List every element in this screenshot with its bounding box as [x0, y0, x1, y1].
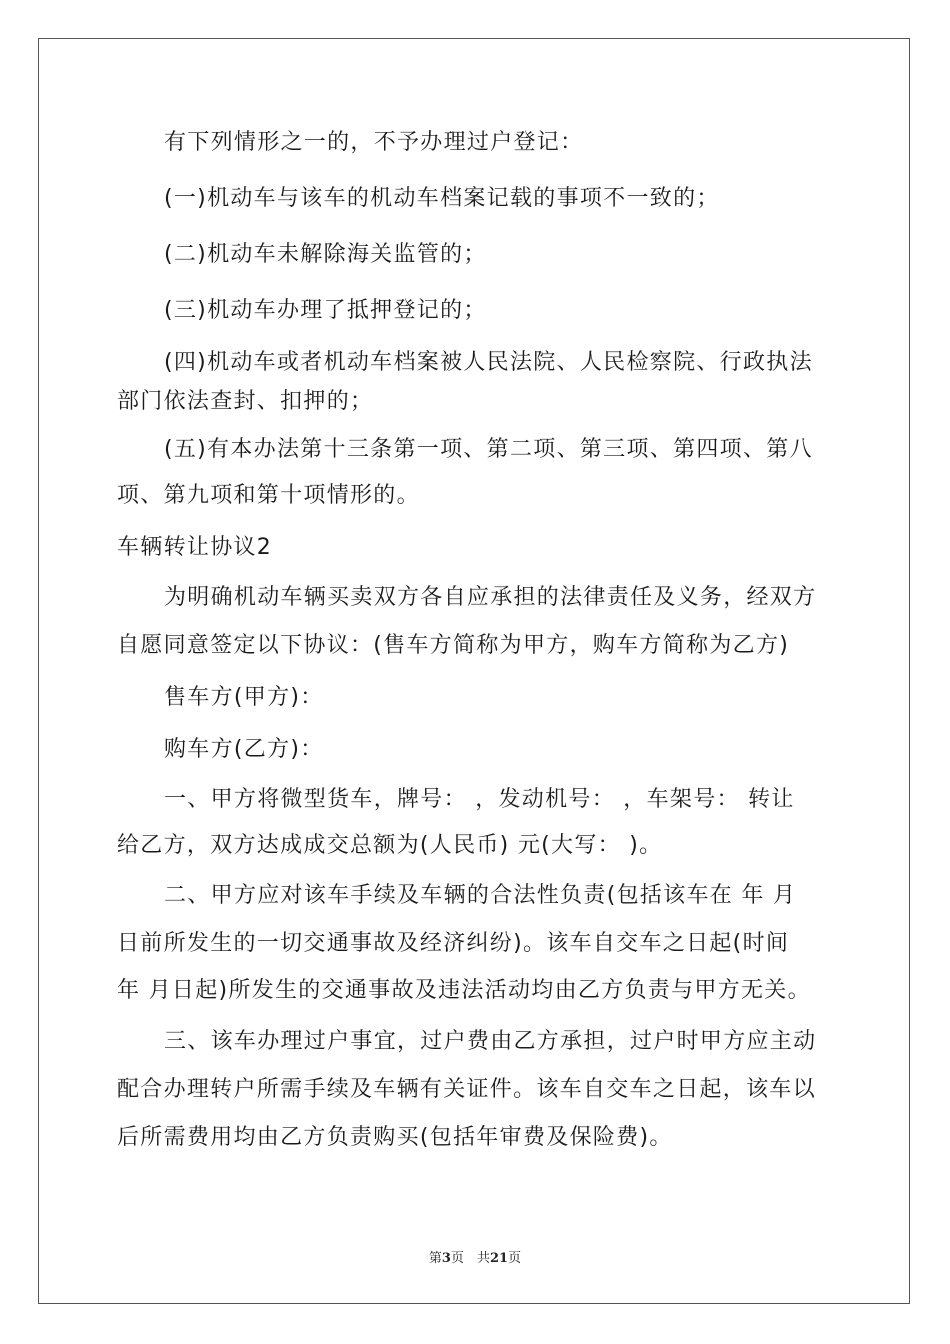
section-heading: 车辆转让协议2: [117, 535, 273, 560]
paragraph-line: (五)有本办法第十三条第一项、第二项、第三项、第四项、第八: [164, 437, 813, 462]
paragraph-line: 二、甲方应对该车手续及车辆的合法性负责(包括该车在 年 月: [164, 883, 797, 908]
paragraph-line: 配合办理转户所需手续及车辆有关证件。该车自交车之日起，该车以: [117, 1077, 817, 1102]
paragraph-line: 自愿同意签定以下协议：(售车方简称为甲方，购车方简称为乙方): [117, 633, 790, 658]
page-total: 21: [489, 1251, 509, 1266]
paragraph-line: 购车方(乙方)：: [164, 737, 324, 762]
paragraph-line: (二)机动车未解除海关监管的；: [164, 242, 487, 267]
paragraph-line: 售车方(甲方)：: [164, 685, 324, 710]
paragraph-line: (三)机动车办理了抵押登记的；: [164, 298, 487, 323]
paragraph-line: 一、甲方将微型货车，牌号： ，发动机号： ，车架号： 转让: [164, 787, 795, 812]
page-border: [38, 38, 910, 1304]
paragraph-line: 年 月日起)所发生的交通事故及违法活动均由乙方负责与甲方无关。: [117, 978, 811, 1003]
paragraph-line: (一)机动车与该车的机动车档案记载的事项不一致的；: [164, 186, 720, 211]
paragraph-line: 给乙方，双方达成成交总额为(人民币) 元(大写： )。: [117, 833, 663, 858]
paragraph-line: 三、该车办理过户事宜，过户费由乙方承担，过户时甲方应主动: [164, 1029, 817, 1054]
page-label-prefix: 第: [428, 1251, 442, 1266]
paragraph-line: 为明确机动车辆买卖双方各自应承担的法律责任及义务，经双方: [164, 585, 817, 610]
paragraph-line: 部门依法查封、扣押的；: [117, 389, 374, 414]
paragraph-line: (四)机动车或者机动车档案被人民法院、人民检察院、行政执法: [164, 350, 813, 375]
page-label-mid: 页 共: [450, 1251, 490, 1266]
page-footer: [0, 1247, 950, 1266]
paragraph-line: 有下列情形之一的，不予办理过户登记：: [164, 130, 584, 155]
paragraph-line: 日前所发生的一切交通事故及经济纠纷)。该车自交车之日起(时间: [117, 931, 790, 956]
paragraph-line: 后所需费用均由乙方负责购买(包括年审费及保险费)。: [117, 1125, 673, 1150]
paragraph-line: 项、第九项和第十项情形的。: [117, 483, 420, 508]
page-current: 3: [441, 1251, 451, 1266]
page-label-suffix: 页: [508, 1251, 522, 1266]
